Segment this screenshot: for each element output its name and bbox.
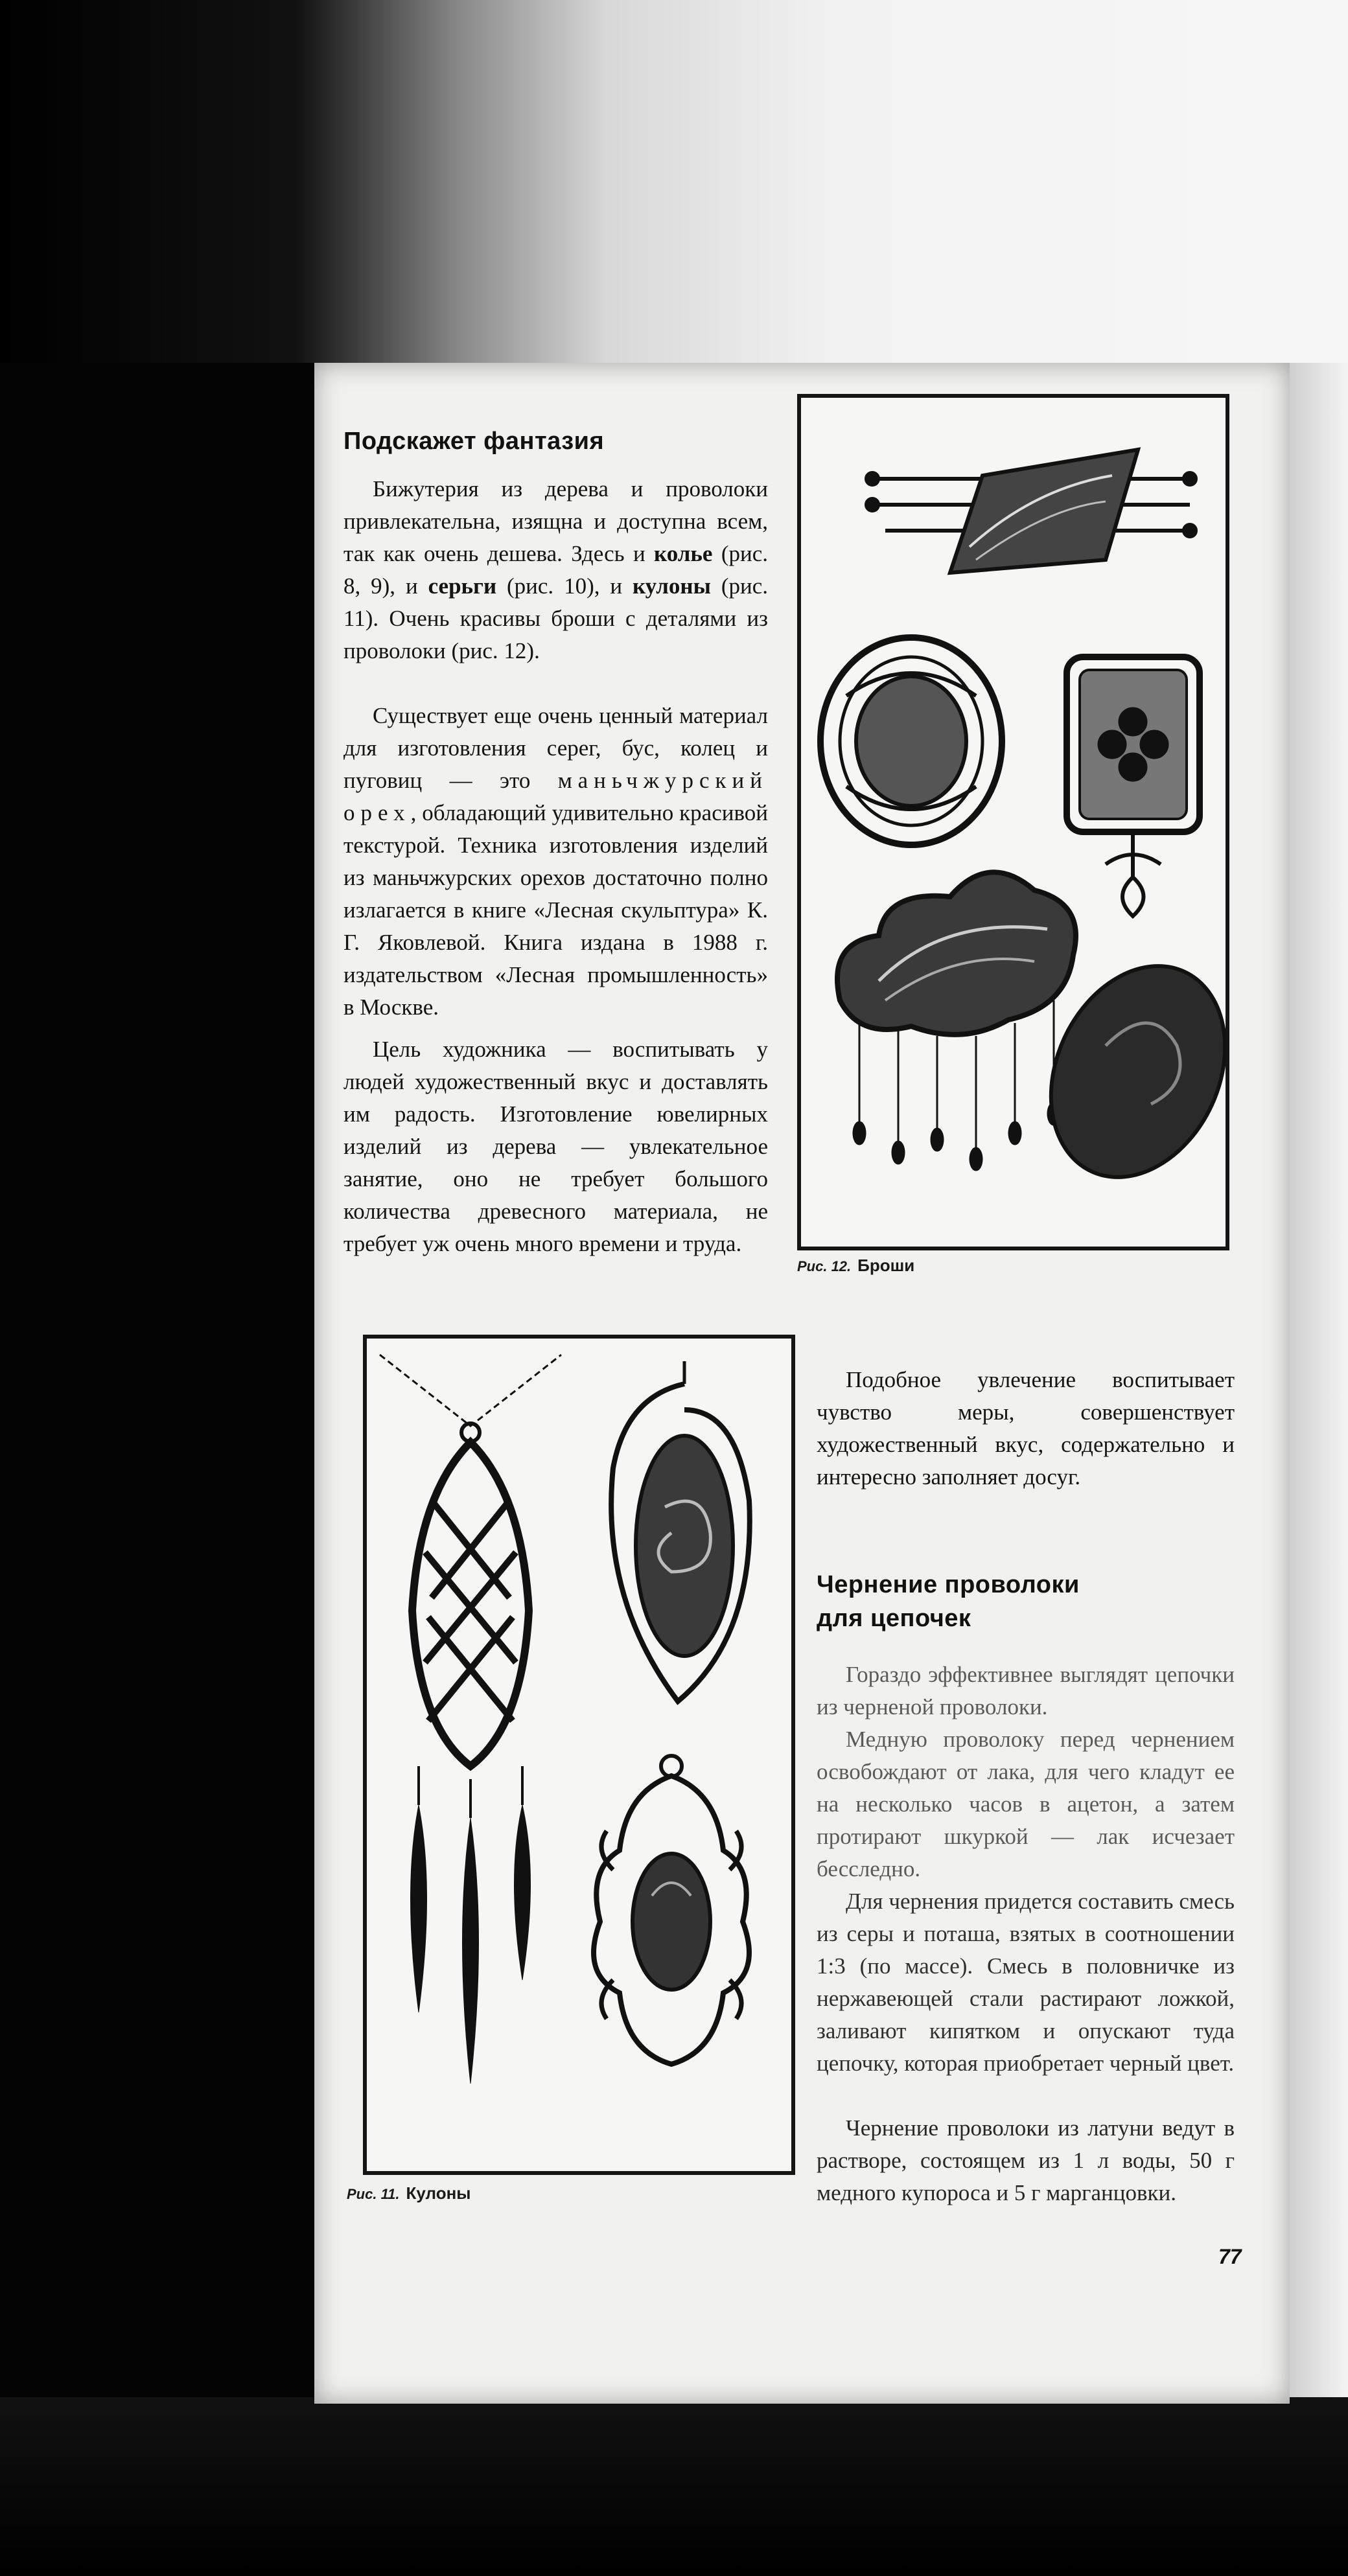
pendants-illustration bbox=[367, 1339, 791, 2171]
term-manchurian-nut: маньчжурский орех bbox=[343, 768, 768, 825]
brooch-top-rhombus bbox=[866, 450, 1196, 573]
term-kulony: кулоны bbox=[633, 573, 711, 599]
scan-right-edge bbox=[1290, 363, 1348, 2404]
figure-12-title: Броши bbox=[857, 1256, 915, 1275]
paragraph-sulfur-mix: Для чернения придется составить смесь из серы и поташа, взятых в соотношении 1:3 (по массе). Смесь в половничке из нержавеющей стали растирают ложкой, заливают кипятком и опускают туда цепочку, которая приобретает черный цвет. bbox=[817, 1889, 1235, 2076]
pendant-spiral-shell bbox=[611, 1361, 750, 1701]
scan-top-shadow bbox=[0, 0, 1348, 363]
section-title-fantasy: Подскажет фантазия bbox=[343, 428, 605, 455]
figure-11-caption bbox=[347, 2183, 471, 2203]
paragraph-hobby: Подобное увлечение воспитывает чувство меры, совершенствует художественный вкус, содержательно и интересно заполняет досуг. bbox=[817, 1367, 1235, 1489]
figure-pendants bbox=[363, 1335, 795, 2175]
book-page bbox=[314, 363, 1290, 2404]
section-title-line-2: для цепочек bbox=[817, 1605, 971, 1632]
paragraph-artist-goal: Цель художника — воспитывать у людей художественный вкус и доставлять им радость. Изготовление ювелирных изделий из дерева — увлекательное занятие, оно не требует большого количества древесного материала, не требует уж очень много времени и труда. bbox=[343, 1037, 768, 1256]
scan-bottom-shadow bbox=[0, 2397, 1348, 2576]
pendant-scroll-oval bbox=[594, 1756, 749, 2064]
pendant-celtic-knot bbox=[380, 1355, 561, 2084]
brooch-square-pendant bbox=[1067, 657, 1200, 916]
figure-11-title: Кулоны bbox=[406, 2183, 471, 2203]
section-title-blackening bbox=[817, 1568, 1080, 1635]
section-title-line-1: Чернение проволоки bbox=[817, 1571, 1080, 1598]
term-kolye: колье bbox=[654, 541, 713, 566]
term-sergi: серьги bbox=[428, 573, 497, 599]
brooches-illustration bbox=[801, 398, 1226, 1247]
paragraph-blackened-chains: Гораздо эффективнее выглядят цепочки из черненой проволоки. bbox=[817, 1662, 1235, 1719]
paragraph-brass-solution: Чернение проволоки из латуни ведут в растворе, состоящем из 1 л воды, 50 г медного купороса и 5 г марганцовки. bbox=[817, 2115, 1235, 2205]
paragraph-copper-prep: Медную проволоку перед чернением освобождают от лака, для чего кладут ее на несколько часов в ацетон, а затем протирают шкуркой — лак исчезает бесследно. bbox=[817, 1727, 1235, 1881]
scan-dark-margin bbox=[0, 0, 363, 2576]
figure-12-number: Рис. 12. bbox=[797, 1258, 852, 1274]
brooch-oval-frame bbox=[820, 638, 1002, 845]
figure-brooches bbox=[797, 394, 1229, 1250]
paragraph-intro: Бижутерия из дерева и проволоки привлекательна, изящна и доступна всем, так как очень дешева. Здесь и колье (рис. 8, 9), и серьги (рис. 10), и кулоны (рис. 11). Очень красивы броши с деталями из проволоки (рис. 12). bbox=[343, 476, 769, 663]
brooch-cloud-drops bbox=[837, 872, 1076, 1171]
figure-11-number: Рис. 11. bbox=[347, 2186, 400, 2202]
figure-12-caption bbox=[797, 1256, 914, 1276]
page-number: 77 bbox=[1218, 2245, 1242, 2268]
paragraph-manchurian-nut: Существует еще очень ценный материал для изготовления серег, бус, колец и пуговиц — это маньчжурский орех, обладающий удивительно красивой текстурой. Техника изготовления изделий из маньчжурских орехов достаточно полно излагается в книге «Лесная скульптура» К. Г. Яковлевой. Книга издана в 1988 г. издательством «Лесная промышленность» в Москве. bbox=[343, 703, 768, 1020]
